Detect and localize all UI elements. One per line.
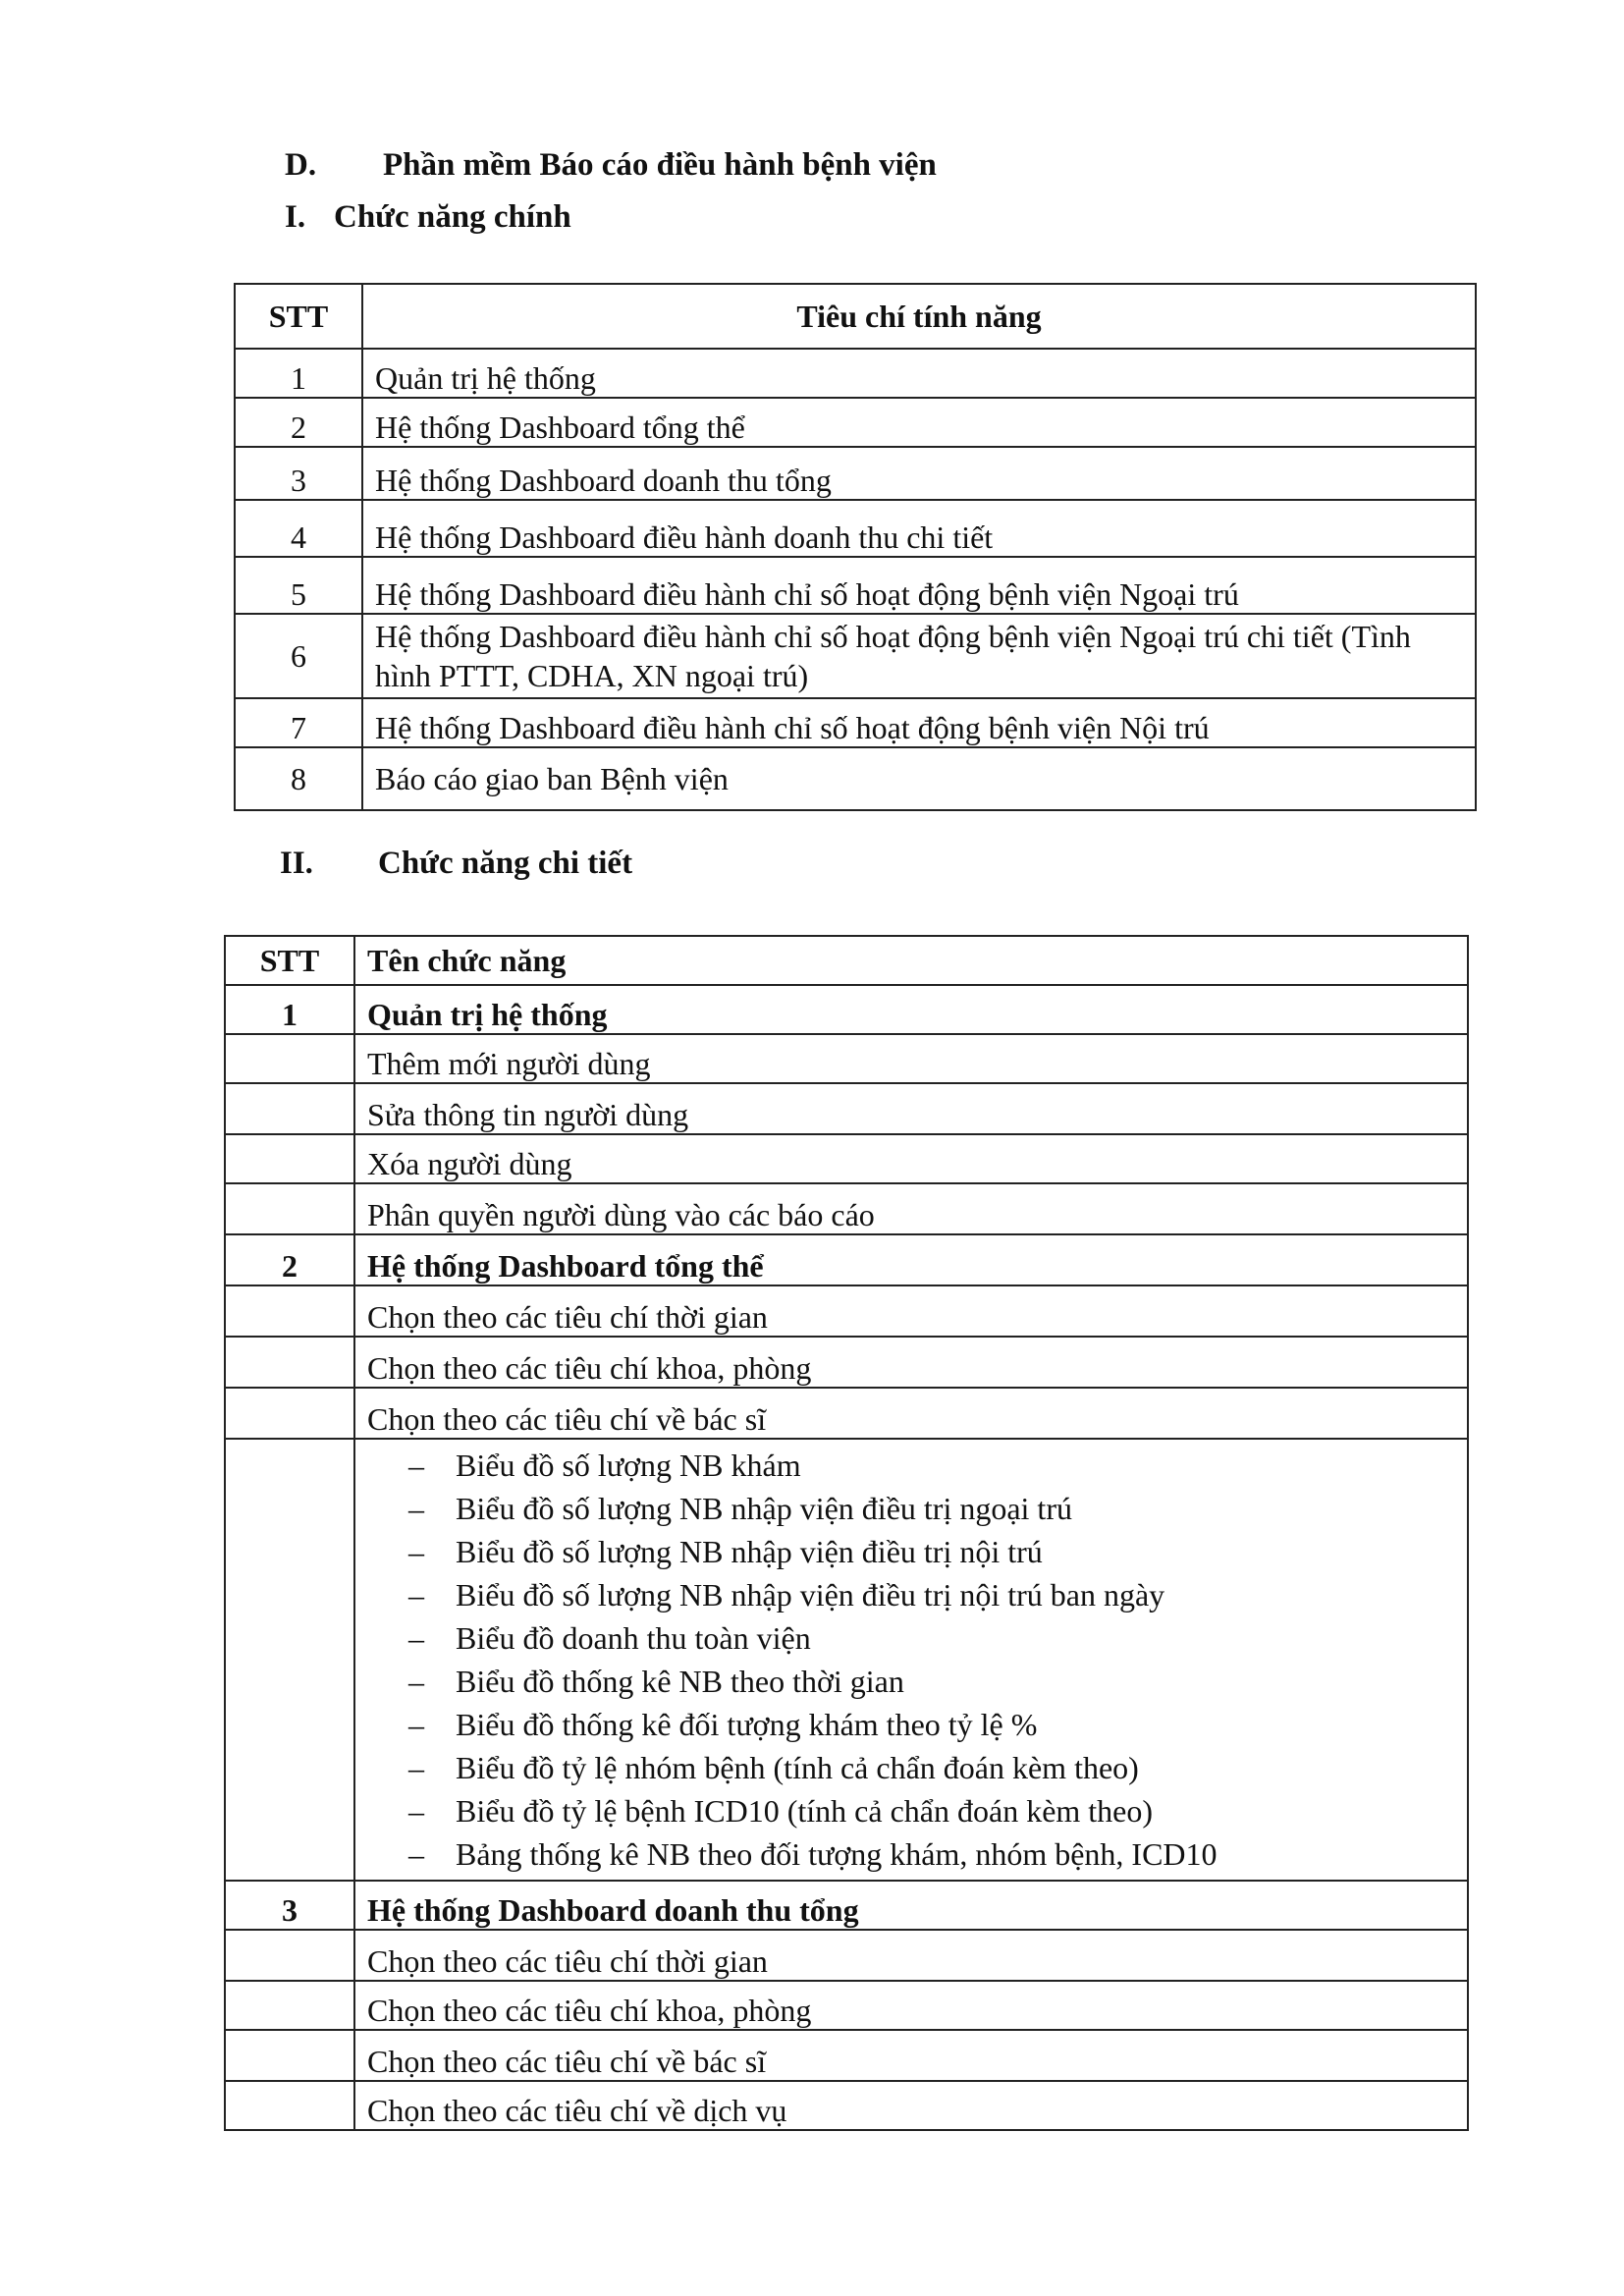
main-functions-table <box>234 283 1477 811</box>
section-d-number: D. <box>285 147 317 183</box>
row-stt: 3 <box>235 447 362 500</box>
list-item <box>408 1616 1455 1660</box>
row-text: Hệ thống Dashboard điều hành chỉ số hoạt động bệnh viện Nội trú <box>362 698 1476 747</box>
table-row <box>235 557 1476 614</box>
list-item <box>408 1573 1455 1616</box>
table-row <box>225 1981 1468 2030</box>
item-text: Xóa người dùng <box>354 1134 1468 1183</box>
list-item-text: Biểu đồ thống kê đối tượng khám theo tỷ lệ % <box>456 1707 1038 1742</box>
group-title: Hệ thống Dashboard doanh thu tổng <box>354 1881 1468 1930</box>
table-row <box>225 1134 1468 1183</box>
bullet-dash: – <box>408 1836 424 1872</box>
list-item <box>408 1746 1455 1789</box>
section-i-number: I. <box>285 199 306 235</box>
table-row <box>235 447 1476 500</box>
bullet-dash: – <box>408 1620 424 1656</box>
item-text: Sửa thông tin người dùng <box>354 1083 1468 1134</box>
group-title: Quản trị hệ thống <box>354 985 1468 1034</box>
group-stt: 3 <box>225 1881 354 1930</box>
empty-stt-cell <box>225 1439 354 1881</box>
list-item <box>408 1832 1455 1876</box>
table-row <box>225 1285 1468 1337</box>
empty-stt-cell <box>225 1388 354 1439</box>
header-stt: STT <box>235 284 362 349</box>
list-item <box>408 1487 1455 1530</box>
list-item <box>408 1530 1455 1573</box>
bullet-dash: – <box>408 1793 424 1829</box>
empty-stt-cell <box>225 1337 354 1388</box>
empty-stt-cell <box>225 2030 354 2081</box>
table-header-row <box>235 284 1476 349</box>
section-d-heading <box>285 147 937 184</box>
row-stt: 5 <box>235 557 362 614</box>
header-function-name: Tên chức năng <box>354 936 1468 985</box>
section-ii-heading <box>280 846 632 882</box>
item-text: Chọn theo các tiêu chí về dịch vụ <box>354 2081 1468 2130</box>
list-item <box>408 1703 1455 1746</box>
table-row <box>225 1930 1468 1981</box>
header-stt: STT <box>225 936 354 985</box>
table-row <box>225 1388 1468 1439</box>
table-row <box>225 1183 1468 1234</box>
list-item-text: Biểu đồ tỷ lệ bệnh ICD10 (tính cả chẩn đoán kèm theo) <box>456 1793 1154 1829</box>
list-item-text: Biểu đồ số lượng NB khám <box>456 1448 801 1483</box>
table-row <box>225 1083 1468 1134</box>
chart-bullet-list <box>367 1444 1455 1876</box>
section-i-title: Chức năng chính <box>334 199 571 235</box>
empty-stt-cell <box>225 1083 354 1134</box>
item-text: Thêm mới người dùng <box>354 1034 1468 1083</box>
bullet-dash: – <box>408 1750 424 1785</box>
bullet-dash: – <box>408 1448 424 1483</box>
list-item <box>408 1660 1455 1703</box>
row-text: Hệ thống Dashboard điều hành doanh thu chi tiết <box>362 500 1476 557</box>
row-text: Hệ thống Dashboard doanh thu tổng <box>362 447 1476 500</box>
item-text: Chọn theo các tiêu chí thời gian <box>354 1930 1468 1981</box>
table-row <box>235 500 1476 557</box>
empty-stt-cell <box>225 1034 354 1083</box>
row-stt: 8 <box>235 747 362 810</box>
list-item <box>408 1789 1455 1832</box>
list-item-text: Biểu đồ thống kê NB theo thời gian <box>456 1664 904 1699</box>
list-item-text: Biểu đồ tỷ lệ nhóm bệnh (tính cả chẩn đoán kèm theo) <box>456 1750 1139 1785</box>
table-row <box>235 349 1476 398</box>
item-text: Chọn theo các tiêu chí về bác sĩ <box>354 1388 1468 1439</box>
table-row <box>225 1439 1468 1881</box>
header-criteria: Tiêu chí tính năng <box>362 284 1476 349</box>
section-ii-title: Chức năng chi tiết <box>378 846 633 881</box>
list-item-text: Biểu đồ số lượng NB nhập viện điều trị ngoại trú <box>456 1491 1072 1526</box>
empty-stt-cell <box>225 1134 354 1183</box>
row-stt: 6 <box>235 614 362 698</box>
table-row <box>225 985 1468 1034</box>
list-item-text: Biểu đồ số lượng NB nhập viện điều trị nội trú <box>456 1534 1043 1569</box>
table-row <box>235 747 1476 810</box>
list-item-text: Bảng thống kê NB theo đối tượng khám, nhóm bệnh, ICD10 <box>456 1836 1218 1872</box>
table-row <box>225 1034 1468 1083</box>
table-row <box>225 2030 1468 2081</box>
empty-stt-cell <box>225 1285 354 1337</box>
empty-stt-cell <box>225 1981 354 2030</box>
table-row <box>235 398 1476 447</box>
item-text: Chọn theo các tiêu chí thời gian <box>354 1285 1468 1337</box>
empty-stt-cell <box>225 1930 354 1981</box>
list-item-text: Biểu đồ doanh thu toàn viện <box>456 1620 811 1656</box>
table-row <box>225 2081 1468 2130</box>
detail-functions-table <box>224 935 1469 2131</box>
table-row <box>225 1234 1468 1285</box>
bullet-dash: – <box>408 1491 424 1526</box>
empty-stt-cell <box>225 1183 354 1234</box>
table-row <box>225 1881 1468 1930</box>
table-header-row <box>225 936 1468 985</box>
row-text: Hệ thống Dashboard tổng thể <box>362 398 1476 447</box>
chart-list-cell <box>354 1439 1468 1881</box>
item-text: Chọn theo các tiêu chí khoa, phòng <box>354 1981 1468 2030</box>
list-item-text: Biểu đồ số lượng NB nhập viện điều trị nội trú ban ngày <box>456 1577 1165 1613</box>
bullet-dash: – <box>408 1534 424 1569</box>
bullet-dash: – <box>408 1707 424 1742</box>
bullet-dash: – <box>408 1577 424 1613</box>
section-i-heading <box>285 199 571 236</box>
row-stt: 7 <box>235 698 362 747</box>
item-text: Chọn theo các tiêu chí về bác sĩ <box>354 2030 1468 2081</box>
section-ii-number: II. <box>280 846 313 881</box>
table-row <box>225 1337 1468 1388</box>
row-text: Báo cáo giao ban Bệnh viện <box>362 747 1476 810</box>
table-row <box>235 614 1476 698</box>
list-item <box>408 1444 1455 1487</box>
section-d-title: Phần mềm Báo cáo điều hành bệnh viện <box>383 147 937 183</box>
table-row <box>235 698 1476 747</box>
row-text: Hệ thống Dashboard điều hành chỉ số hoạt động bệnh viện Ngoại trú <box>362 557 1476 614</box>
group-title: Hệ thống Dashboard tổng thể <box>354 1234 1468 1285</box>
row-text: Hệ thống Dashboard điều hành chỉ số hoạt động bệnh viện Ngoại trú chi tiết (Tình hình PTTT, CDHA, XN ngoại trú) <box>362 614 1476 698</box>
row-text: Quản trị hệ thống <box>362 349 1476 398</box>
row-stt: 4 <box>235 500 362 557</box>
group-stt: 2 <box>225 1234 354 1285</box>
row-stt: 2 <box>235 398 362 447</box>
empty-stt-cell <box>225 2081 354 2130</box>
item-text: Chọn theo các tiêu chí khoa, phòng <box>354 1337 1468 1388</box>
item-text: Phân quyền người dùng vào các báo cáo <box>354 1183 1468 1234</box>
group-stt: 1 <box>225 985 354 1034</box>
bullet-dash: – <box>408 1664 424 1699</box>
row-stt: 1 <box>235 349 362 398</box>
